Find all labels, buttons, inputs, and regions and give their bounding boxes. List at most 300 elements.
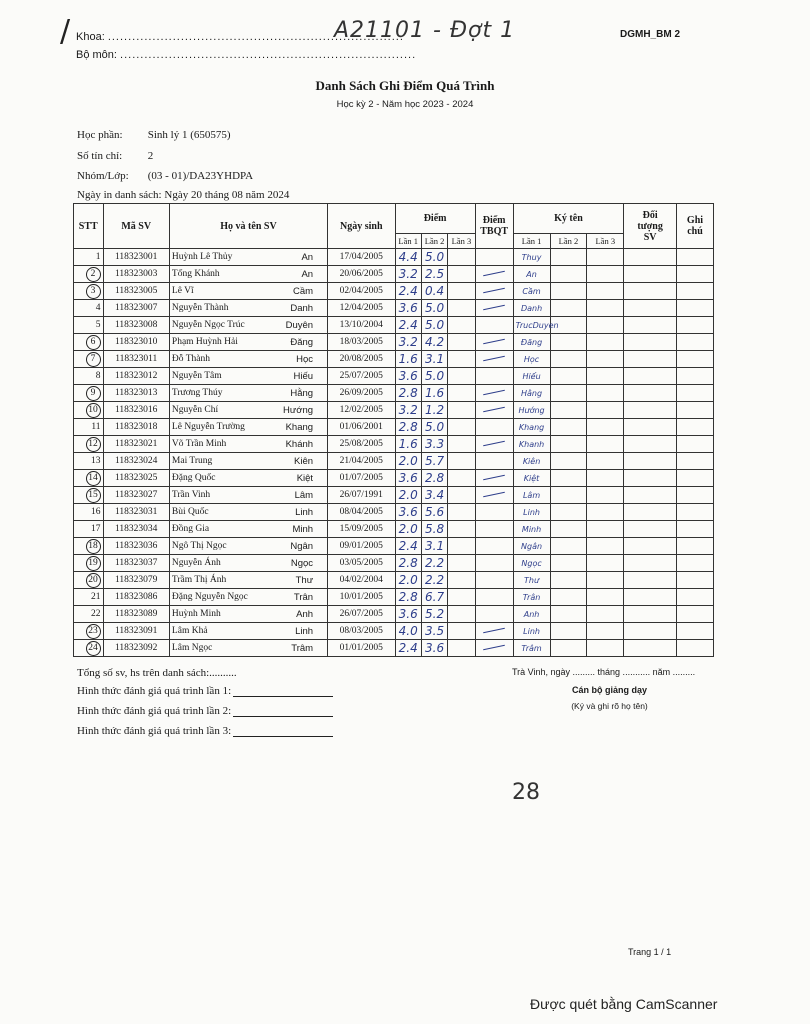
cell-ma-sv: 118323079 bbox=[103, 572, 169, 589]
cell-diem-lan1: 3.6 bbox=[395, 606, 421, 623]
cell-diem-lan3 bbox=[448, 606, 475, 623]
cell-diem-lan2: 1.6 bbox=[421, 385, 447, 402]
cell-ky-lan1: Lâm bbox=[513, 487, 550, 504]
cell-ma-sv: 118323021 bbox=[103, 436, 169, 453]
stt-number: 20 bbox=[86, 573, 101, 588]
stt-number: 23 bbox=[86, 624, 101, 639]
cell-diem-lan2: 5.0 bbox=[421, 368, 447, 385]
cell-ky-lan2 bbox=[550, 555, 587, 572]
header-diem-lan2: Lần 2 bbox=[421, 234, 447, 249]
header-doi-tuong-line3: SV bbox=[643, 231, 657, 243]
cell-ky-lan2 bbox=[550, 521, 587, 538]
tra-vinh-date-line: Trà Vinh, ngày ......... tháng ........... năm ......... bbox=[512, 667, 696, 677]
stt-number: 16 bbox=[91, 507, 101, 517]
cell-ky-lan2 bbox=[550, 487, 587, 504]
student-ten: Thư bbox=[295, 574, 314, 586]
tbqt-checkmark bbox=[483, 356, 505, 362]
stt-number: 2 bbox=[86, 267, 101, 282]
cell-diem-lan3 bbox=[448, 334, 475, 351]
tbqt-checkmark bbox=[483, 288, 505, 294]
cell-ghi-chu bbox=[676, 606, 713, 623]
cell-ma-sv: 118323013 bbox=[103, 385, 169, 402]
cell-ky-lan3 bbox=[587, 589, 624, 606]
cell-ghi-chu bbox=[676, 521, 713, 538]
cell-diem-lan1: 2.0 bbox=[395, 487, 421, 504]
cell-doi-tuong bbox=[624, 368, 677, 385]
cell-ky-lan2 bbox=[550, 351, 587, 368]
cell-diem-lan3 bbox=[448, 538, 475, 555]
table-row bbox=[74, 470, 714, 487]
cell-doi-tuong bbox=[624, 487, 677, 504]
tbqt-checkmark bbox=[483, 390, 505, 396]
form-code: DGMH_BM 2 bbox=[620, 29, 681, 40]
cell-ky-lan2 bbox=[550, 504, 587, 521]
header-diem-tbqt-line1: Điểm bbox=[482, 215, 506, 226]
cell-diem-lan1: 3.6 bbox=[395, 368, 421, 385]
student-ten: An bbox=[301, 251, 314, 263]
cell-ho-ten bbox=[169, 402, 327, 419]
cell-ma-sv: 118323003 bbox=[103, 266, 169, 283]
cell-doi-tuong bbox=[624, 555, 677, 572]
cell-ngay-sinh: 21/04/2005 bbox=[328, 453, 395, 470]
cell-ghi-chu bbox=[676, 419, 713, 436]
cell-ghi-chu bbox=[676, 300, 713, 317]
cell-diem-lan3 bbox=[448, 419, 475, 436]
student-ten: Minh bbox=[292, 523, 314, 535]
cell-ky-lan1: Minh bbox=[513, 521, 550, 538]
cell-diem-lan3 bbox=[448, 623, 475, 640]
cell-ky-lan3 bbox=[587, 317, 624, 334]
cell-ky-lan3 bbox=[587, 300, 624, 317]
cell-ma-sv: 118323011 bbox=[103, 351, 169, 368]
cell-ky-lan2 bbox=[550, 470, 587, 487]
ngay-in-value: Ngày 20 tháng 08 năm 2024 bbox=[164, 189, 290, 201]
cell-doi-tuong bbox=[624, 606, 677, 623]
cell-stt bbox=[74, 521, 104, 538]
cell-doi-tuong bbox=[624, 266, 677, 283]
cell-diem-lan1: 2.0 bbox=[395, 572, 421, 589]
cell-ngay-sinh: 02/04/2005 bbox=[328, 283, 395, 300]
student-ho: Mai Trung bbox=[171, 455, 213, 466]
cell-diem-lan1: 3.2 bbox=[395, 402, 421, 419]
student-ten: Hiếu bbox=[293, 370, 314, 382]
student-ten: Lâm bbox=[294, 489, 314, 501]
cell-ho-ten bbox=[169, 606, 327, 623]
table-row bbox=[74, 266, 714, 283]
cell-doi-tuong bbox=[624, 300, 677, 317]
student-ten: Đăng bbox=[290, 336, 314, 348]
cell-diem-tbqt bbox=[475, 623, 513, 640]
cell-diem-lan2: 5.6 bbox=[421, 504, 447, 521]
student-ho: Lâm Khả bbox=[171, 625, 208, 636]
cell-stt bbox=[74, 487, 104, 504]
cell-diem-tbqt bbox=[475, 351, 513, 368]
stt-number: 15 bbox=[86, 488, 101, 503]
tbqt-checkmark bbox=[483, 339, 505, 345]
student-ten: Kiệt bbox=[296, 472, 314, 484]
cell-ky-lan3 bbox=[587, 470, 624, 487]
student-ho: Trần Vinh bbox=[171, 489, 211, 500]
cell-ghi-chu bbox=[676, 470, 713, 487]
cell-stt bbox=[74, 334, 104, 351]
stt-number: 12 bbox=[86, 437, 101, 452]
cell-ky-lan1: Ngân bbox=[513, 538, 550, 555]
student-ten: Ngọc bbox=[290, 557, 314, 569]
cell-ky-lan2 bbox=[550, 249, 587, 266]
cell-doi-tuong bbox=[624, 334, 677, 351]
cell-diem-lan2: 5.0 bbox=[421, 249, 447, 266]
stt-number: 4 bbox=[95, 303, 101, 313]
hinh-thuc-1-label: Hình thức đánh giá quá trình lần 1: bbox=[77, 685, 232, 697]
cell-ma-sv: 118323007 bbox=[103, 300, 169, 317]
cell-stt bbox=[74, 470, 104, 487]
cell-ky-lan2 bbox=[550, 402, 587, 419]
cell-ma-sv: 118323018 bbox=[103, 419, 169, 436]
cell-ghi-chu bbox=[676, 266, 713, 283]
can-bo-giang-day: Cán bộ giảng dạy bbox=[571, 685, 647, 695]
nhom-lop-value: (03 - 01)/DA23YHDPA bbox=[147, 170, 254, 182]
cell-diem-lan2: 6.7 bbox=[421, 589, 447, 606]
cell-ghi-chu bbox=[676, 640, 713, 657]
cell-doi-tuong bbox=[624, 317, 677, 334]
cell-ma-sv: 118323012 bbox=[103, 368, 169, 385]
bomon-line bbox=[76, 49, 416, 61]
cell-doi-tuong bbox=[624, 402, 677, 419]
header-ngay-sinh: Ngày sinh bbox=[328, 204, 395, 249]
bomon-label: Bộ môn: bbox=[76, 49, 117, 61]
cell-diem-lan3 bbox=[448, 521, 475, 538]
cell-ngay-sinh: 25/08/2005 bbox=[328, 436, 395, 453]
cell-ky-lan1: Thư bbox=[513, 572, 550, 589]
cell-diem-tbqt bbox=[475, 555, 513, 572]
tin-chi-label: Số tín chỉ: bbox=[77, 150, 123, 162]
cell-ho-ten bbox=[169, 317, 327, 334]
cell-ghi-chu bbox=[676, 317, 713, 334]
cell-ghi-chu bbox=[676, 555, 713, 572]
cell-ma-sv: 118323005 bbox=[103, 283, 169, 300]
table-row bbox=[74, 436, 714, 453]
cell-diem-lan2: 3.6 bbox=[421, 640, 447, 657]
table-row bbox=[74, 453, 714, 470]
cell-diem-lan3 bbox=[448, 283, 475, 300]
cell-diem-tbqt bbox=[475, 419, 513, 436]
cell-ky-lan1: Đăng bbox=[513, 334, 550, 351]
cell-ky-lan2 bbox=[550, 419, 587, 436]
cell-ky-lan1: Khanh bbox=[513, 436, 550, 453]
student-ten: Danh bbox=[290, 302, 314, 314]
cell-ky-lan3 bbox=[587, 521, 624, 538]
student-ho: Đồng Gia bbox=[171, 523, 210, 534]
table-row bbox=[74, 521, 714, 538]
cell-ky-lan1: Hướng bbox=[513, 402, 550, 419]
cell-ky-lan3 bbox=[587, 504, 624, 521]
cell-ngay-sinh: 26/07/1991 bbox=[328, 487, 395, 504]
khoa-label: Khoa: bbox=[76, 31, 105, 43]
hinh-thuc-3-label: Hình thức đánh giá quá trình lần 3: bbox=[77, 725, 232, 737]
cell-ky-lan1: Khang bbox=[513, 419, 550, 436]
cell-ma-sv: 118323027 bbox=[103, 487, 169, 504]
cell-ky-lan2 bbox=[550, 640, 587, 657]
cell-stt bbox=[74, 538, 104, 555]
student-ho: Nguyễn Ngọc Trúc bbox=[171, 319, 245, 330]
student-ho: Tống Khánh bbox=[171, 268, 220, 279]
cell-diem-lan1: 2.4 bbox=[395, 640, 421, 657]
cell-ngay-sinh: 25/07/2005 bbox=[328, 368, 395, 385]
cell-ngay-sinh: 26/09/2005 bbox=[328, 385, 395, 402]
cell-diem-lan1: 4.4 bbox=[395, 249, 421, 266]
cell-ky-lan3 bbox=[587, 266, 624, 283]
table-row bbox=[74, 606, 714, 623]
cell-diem-lan2: 3.1 bbox=[421, 351, 447, 368]
tbqt-checkmark bbox=[483, 492, 505, 498]
student-ho: Đặng Quốc bbox=[171, 472, 216, 483]
cell-ghi-chu bbox=[676, 589, 713, 606]
cell-ghi-chu bbox=[676, 487, 713, 504]
cell-ghi-chu bbox=[676, 504, 713, 521]
cell-diem-tbqt bbox=[475, 249, 513, 266]
tbqt-checkmark bbox=[483, 407, 505, 413]
cell-ma-sv: 118323016 bbox=[103, 402, 169, 419]
table-row bbox=[74, 334, 714, 351]
cell-ky-lan2 bbox=[550, 436, 587, 453]
cell-ho-ten bbox=[169, 351, 327, 368]
student-ho: Võ Trần Minh bbox=[171, 438, 227, 449]
cell-ho-ten bbox=[169, 436, 327, 453]
cell-ho-ten bbox=[169, 334, 327, 351]
cell-ngay-sinh: 18/03/2005 bbox=[328, 334, 395, 351]
cell-ma-sv: 118323092 bbox=[103, 640, 169, 657]
cell-diem-tbqt bbox=[475, 572, 513, 589]
cell-diem-tbqt bbox=[475, 300, 513, 317]
cell-diem-lan1: 2.8 bbox=[395, 589, 421, 606]
document-title: Danh Sách Ghi Điểm Quá Trình bbox=[315, 78, 495, 93]
cell-ho-ten bbox=[169, 453, 327, 470]
student-ho: Bùi Quốc bbox=[171, 506, 209, 517]
cell-ho-ten bbox=[169, 419, 327, 436]
cell-ghi-chu bbox=[676, 453, 713, 470]
table-row bbox=[74, 589, 714, 606]
khoa-dots: ......................................................................... bbox=[107, 31, 404, 43]
cell-diem-lan3 bbox=[448, 368, 475, 385]
cell-diem-tbqt bbox=[475, 402, 513, 419]
cell-ma-sv: 118323025 bbox=[103, 470, 169, 487]
cell-ky-lan1: Anh bbox=[513, 606, 550, 623]
cell-ghi-chu bbox=[676, 283, 713, 300]
cell-ma-sv: 118323089 bbox=[103, 606, 169, 623]
cell-ghi-chu bbox=[676, 436, 713, 453]
cell-stt bbox=[74, 351, 104, 368]
grade-table bbox=[73, 203, 714, 657]
cell-ho-ten bbox=[169, 249, 327, 266]
cell-stt bbox=[74, 266, 104, 283]
table-row bbox=[74, 538, 714, 555]
cell-ky-lan3 bbox=[587, 402, 624, 419]
cell-ky-lan1: TrucDuyen bbox=[513, 317, 550, 334]
student-ho: Trầm Thị Ánh bbox=[171, 574, 227, 585]
student-ten: Linh bbox=[295, 625, 314, 637]
cell-diem-lan2: 5.0 bbox=[421, 419, 447, 436]
tbqt-checkmark bbox=[483, 271, 505, 277]
cell-ky-lan3 bbox=[587, 249, 624, 266]
ngay-in-label: Ngày in danh sách: bbox=[77, 189, 162, 201]
cell-ngay-sinh: 10/01/2005 bbox=[328, 589, 395, 606]
cell-ho-ten bbox=[169, 521, 327, 538]
grade-table-body bbox=[74, 249, 714, 657]
cell-diem-tbqt bbox=[475, 317, 513, 334]
tbqt-checkmark bbox=[483, 645, 505, 651]
student-ten: Khánh bbox=[285, 438, 314, 450]
cell-ky-lan1: Cầm bbox=[513, 283, 550, 300]
cell-diem-lan3 bbox=[448, 487, 475, 504]
tbqt-checkmark bbox=[483, 475, 505, 481]
student-ten: Kiên bbox=[294, 455, 314, 467]
cell-diem-lan2: 5.8 bbox=[421, 521, 447, 538]
cell-doi-tuong bbox=[624, 419, 677, 436]
cell-ky-lan1: Linh bbox=[513, 504, 550, 521]
cell-diem-lan1: 2.0 bbox=[395, 453, 421, 470]
stt-number: 19 bbox=[86, 556, 101, 571]
cell-ma-sv: 118323031 bbox=[103, 504, 169, 521]
student-ho: Lê Vĩ bbox=[171, 285, 194, 296]
cell-diem-lan2: 5.2 bbox=[421, 606, 447, 623]
cell-ky-lan2 bbox=[550, 538, 587, 555]
student-ho: Đặng Nguyễn Ngọc bbox=[171, 591, 248, 602]
header-ho-ten: Họ và tên SV bbox=[169, 204, 327, 249]
cell-doi-tuong bbox=[624, 470, 677, 487]
cell-ngay-sinh: 01/01/2005 bbox=[328, 640, 395, 657]
header-ky-lan2: Lần 2 bbox=[550, 234, 587, 249]
cell-diem-lan1: 3.6 bbox=[395, 470, 421, 487]
student-ho: Nguyễn Thành bbox=[171, 302, 229, 313]
cell-diem-tbqt bbox=[475, 538, 513, 555]
handwritten-code: A21101 - Đợt 1 bbox=[334, 18, 516, 43]
cell-diem-lan1: 2.8 bbox=[395, 385, 421, 402]
cell-diem-lan2: 3.3 bbox=[421, 436, 447, 453]
cell-ky-lan2 bbox=[550, 572, 587, 589]
corner-slash-mark: / bbox=[60, 14, 71, 49]
cell-ho-ten bbox=[169, 623, 327, 640]
stt-number: 24 bbox=[86, 641, 101, 656]
cell-ma-sv: 118323024 bbox=[103, 453, 169, 470]
cell-diem-lan1: 4.0 bbox=[395, 623, 421, 640]
cell-ky-lan1: Trân bbox=[513, 589, 550, 606]
table-row bbox=[74, 368, 714, 385]
cell-diem-lan2: 3.4 bbox=[421, 487, 447, 504]
tin-chi-line bbox=[77, 150, 153, 162]
stt-number: 10 bbox=[86, 403, 101, 418]
cell-ho-ten bbox=[169, 572, 327, 589]
cell-diem-lan2: 0.4 bbox=[421, 283, 447, 300]
student-ten: Khang bbox=[285, 421, 314, 433]
cell-ngay-sinh: 08/03/2005 bbox=[328, 623, 395, 640]
cell-ky-lan2 bbox=[550, 385, 587, 402]
cell-ky-lan1: Hiếu bbox=[513, 368, 550, 385]
cell-ma-sv: 118323086 bbox=[103, 589, 169, 606]
cell-diem-lan1: 2.8 bbox=[395, 419, 421, 436]
cell-ky-lan2 bbox=[550, 368, 587, 385]
header-ky-lan1: Lần 1 bbox=[513, 234, 550, 249]
cell-ky-lan1: Thuy bbox=[513, 249, 550, 266]
header-diem: Điểm bbox=[395, 204, 475, 234]
student-ho: Nguyễn Ánh bbox=[171, 557, 221, 568]
cell-ngay-sinh: 20/08/2005 bbox=[328, 351, 395, 368]
student-ho: Nguyễn Chí bbox=[171, 404, 219, 415]
cell-ghi-chu bbox=[676, 385, 713, 402]
cell-diem-tbqt bbox=[475, 453, 513, 470]
cell-diem-lan2: 4.2 bbox=[421, 334, 447, 351]
cell-diem-lan1: 2.4 bbox=[395, 317, 421, 334]
cell-diem-tbqt bbox=[475, 470, 513, 487]
cell-ky-lan3 bbox=[587, 351, 624, 368]
cell-ky-lan2 bbox=[550, 266, 587, 283]
header-diem-lan3: Lần 3 bbox=[448, 234, 475, 249]
cell-ky-lan3 bbox=[587, 368, 624, 385]
stt-number: 18 bbox=[86, 539, 101, 554]
header-stt: STT bbox=[74, 204, 104, 249]
cell-diem-lan3 bbox=[448, 640, 475, 657]
cell-doi-tuong bbox=[624, 385, 677, 402]
cell-diem-lan3 bbox=[448, 589, 475, 606]
cell-diem-lan3 bbox=[448, 504, 475, 521]
handwritten-28: 28 bbox=[512, 780, 540, 805]
cell-ky-lan2 bbox=[550, 300, 587, 317]
cell-diem-lan3 bbox=[448, 266, 475, 283]
cell-ma-sv: 118323037 bbox=[103, 555, 169, 572]
cell-ngay-sinh: 01/06/2001 bbox=[328, 419, 395, 436]
cell-diem-tbqt bbox=[475, 521, 513, 538]
cell-ky-lan2 bbox=[550, 334, 587, 351]
cell-ghi-chu bbox=[676, 334, 713, 351]
cell-ho-ten bbox=[169, 300, 327, 317]
cell-diem-lan2: 5.0 bbox=[421, 317, 447, 334]
student-ho: Trương Thúy bbox=[171, 387, 223, 398]
cell-diem-lan3 bbox=[448, 555, 475, 572]
cell-diem-lan1: 2.8 bbox=[395, 555, 421, 572]
cell-diem-tbqt bbox=[475, 640, 513, 657]
hoc-phan-value: Sinh lý 1 (650575) bbox=[147, 129, 231, 141]
cell-ho-ten bbox=[169, 589, 327, 606]
table-row bbox=[74, 317, 714, 334]
cell-ky-lan2 bbox=[550, 606, 587, 623]
cell-stt bbox=[74, 589, 104, 606]
cell-ma-sv: 118323034 bbox=[103, 521, 169, 538]
cell-diem-lan1: 3.2 bbox=[395, 334, 421, 351]
student-ten: An bbox=[301, 268, 314, 280]
cell-stt bbox=[74, 453, 104, 470]
cell-diem-tbqt bbox=[475, 487, 513, 504]
cell-diem-tbqt bbox=[475, 283, 513, 300]
student-ten: Duyên bbox=[285, 319, 314, 331]
page-number: Trang 1 / 1 bbox=[628, 947, 672, 957]
cell-diem-lan2: 3.1 bbox=[421, 538, 447, 555]
cell-ma-sv: 118323036 bbox=[103, 538, 169, 555]
nhom-lop-label: Nhóm/Lớp: bbox=[77, 170, 129, 182]
cell-ky-lan1: Ngọc bbox=[513, 555, 550, 572]
cell-ma-sv: 118323010 bbox=[103, 334, 169, 351]
table-row bbox=[74, 487, 714, 504]
hoc-phan-line bbox=[77, 129, 231, 141]
cell-ky-lan3 bbox=[587, 419, 624, 436]
cell-doi-tuong bbox=[624, 538, 677, 555]
cell-stt bbox=[74, 402, 104, 419]
stt-number: 21 bbox=[91, 592, 101, 602]
header-ghi-chu-line2: chú bbox=[687, 226, 703, 237]
cell-ngay-sinh: 12/04/2005 bbox=[328, 300, 395, 317]
table-row bbox=[74, 283, 714, 300]
stt-number: 8 bbox=[95, 371, 101, 381]
cell-ngay-sinh: 03/05/2005 bbox=[328, 555, 395, 572]
cell-diem-tbqt bbox=[475, 266, 513, 283]
